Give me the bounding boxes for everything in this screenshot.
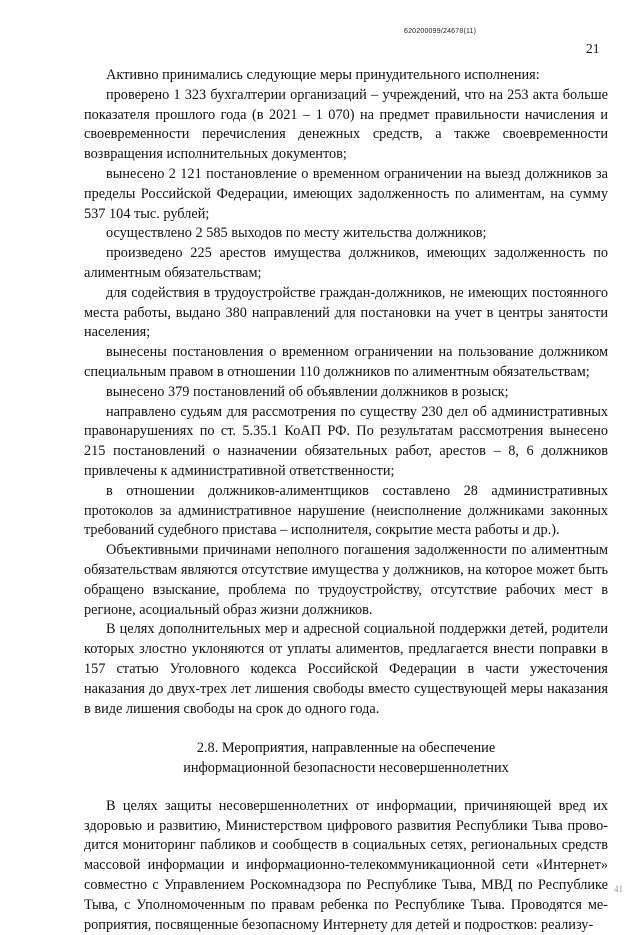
list-item: в отношении должников-алиментщиков составлено 28 административных протоколов за административное нарушение (неисполнение должниками законных требований судебного пристава – исполнителя, сокрытие места работы и др.). — [84, 482, 608, 539]
corner-mark: 41 — [614, 884, 623, 894]
list-item: вынесено 379 постановлений об объявлении должников в розыск; — [106, 383, 509, 400]
list-item: произведено 225 арестов имущества должников, имеющих задолженность по алиментным обязательствам; — [84, 245, 608, 281]
list-item: проверено 1 323 бухгалтерии организаций – учреждений, что на 253 акта больше показателя прошлого года (в 2021 – 1 070) на предмет правильности начисления и своевременности перечисления денежных средств, а также своевременности возвращения исполнительных документов; — [84, 86, 608, 163]
list-item: осуществлено 2 585 выходов по месту жительства должников; — [106, 225, 487, 242]
list-item: для содействия в трудоустройстве граждан-должников, не имеющих постоянного места работы, выдано 380 направлений для постановки на учет в центры занятости населения; — [84, 284, 608, 341]
paragraph-intro: Активно принимались следующие меры принудительного исполнения: — [106, 67, 540, 83]
document-body — [84, 66, 608, 935]
list-item: вынесено 2 121 постановление о временном ограничении на выезд должников за пределы Российской Федерации, имеющих задолженность по алиментам, на сумму 537 104 тыс. рублей; — [84, 165, 608, 222]
section-heading-line: информационной безопасности несовершеннолетних — [183, 760, 509, 777]
section-heading-line: 2.8. Мероприятия, направленные на обеспечение — [196, 740, 496, 757]
paragraph-section-body: В целях защиты несовершеннолетних от информации, причиняющей вред их здоровью и развитию, Министерством цифрового развития Республики Тыва проводится мониторинг пабликов и сообществ в социальных сетях, региональных средств массовой информации и информационно-телекоммуникационной сети «Интернет» совместно с Управлением Роскомнадзора по Республике Тыва, МВД по Республике Тыва, с Уполномоченным по правам ребенка по Республике Тыва. Проводятся мероприятия, посвященные безопасному Интернету для детей и подростков: реализу- — [84, 797, 608, 933]
list-item: направлено судьям для рассмотрения по существу 230 дел об административных правонарушениях по ст. 5.35.1 КоАП РФ. По результатам рассмотрения вынесено 215 постановлений о назначении обязательных работ, арестов – 8, 6 должников привлечены к административной ответственности; — [84, 403, 608, 479]
page-number: 21 — [586, 41, 600, 56]
paragraph-reasons: Объективными причинами неполного погашения задолженности по алиментным обязательствам являются отсутствие имущества у должников, на которое может быть обращено взыскание, проблема по трудоустройству, отсутствие рабочих мест в регионе, асоциальный образ жизни должников. — [84, 542, 608, 618]
paragraph-proposal: В целях дополнительных мер и адресной социальной поддержки детей, родители которых злостно уклоняются от уплаты алиментов, предлагается внести поправки в 157 статью Уголовного кодекса Российской Федерации в части ужесточения наказания до двух-трех лет лишения свободы вместо существующей меры наказания в виде лишения свободы на срок до одного года. — [84, 621, 608, 717]
list-item: вынесены постановления о временном ограничении на пользование должником специальным правом в отношении 110 должников по алиментным обязательствам; — [84, 344, 608, 380]
document-code: 620200099/24678(11) — [404, 28, 477, 35]
section-heading — [84, 739, 608, 779]
